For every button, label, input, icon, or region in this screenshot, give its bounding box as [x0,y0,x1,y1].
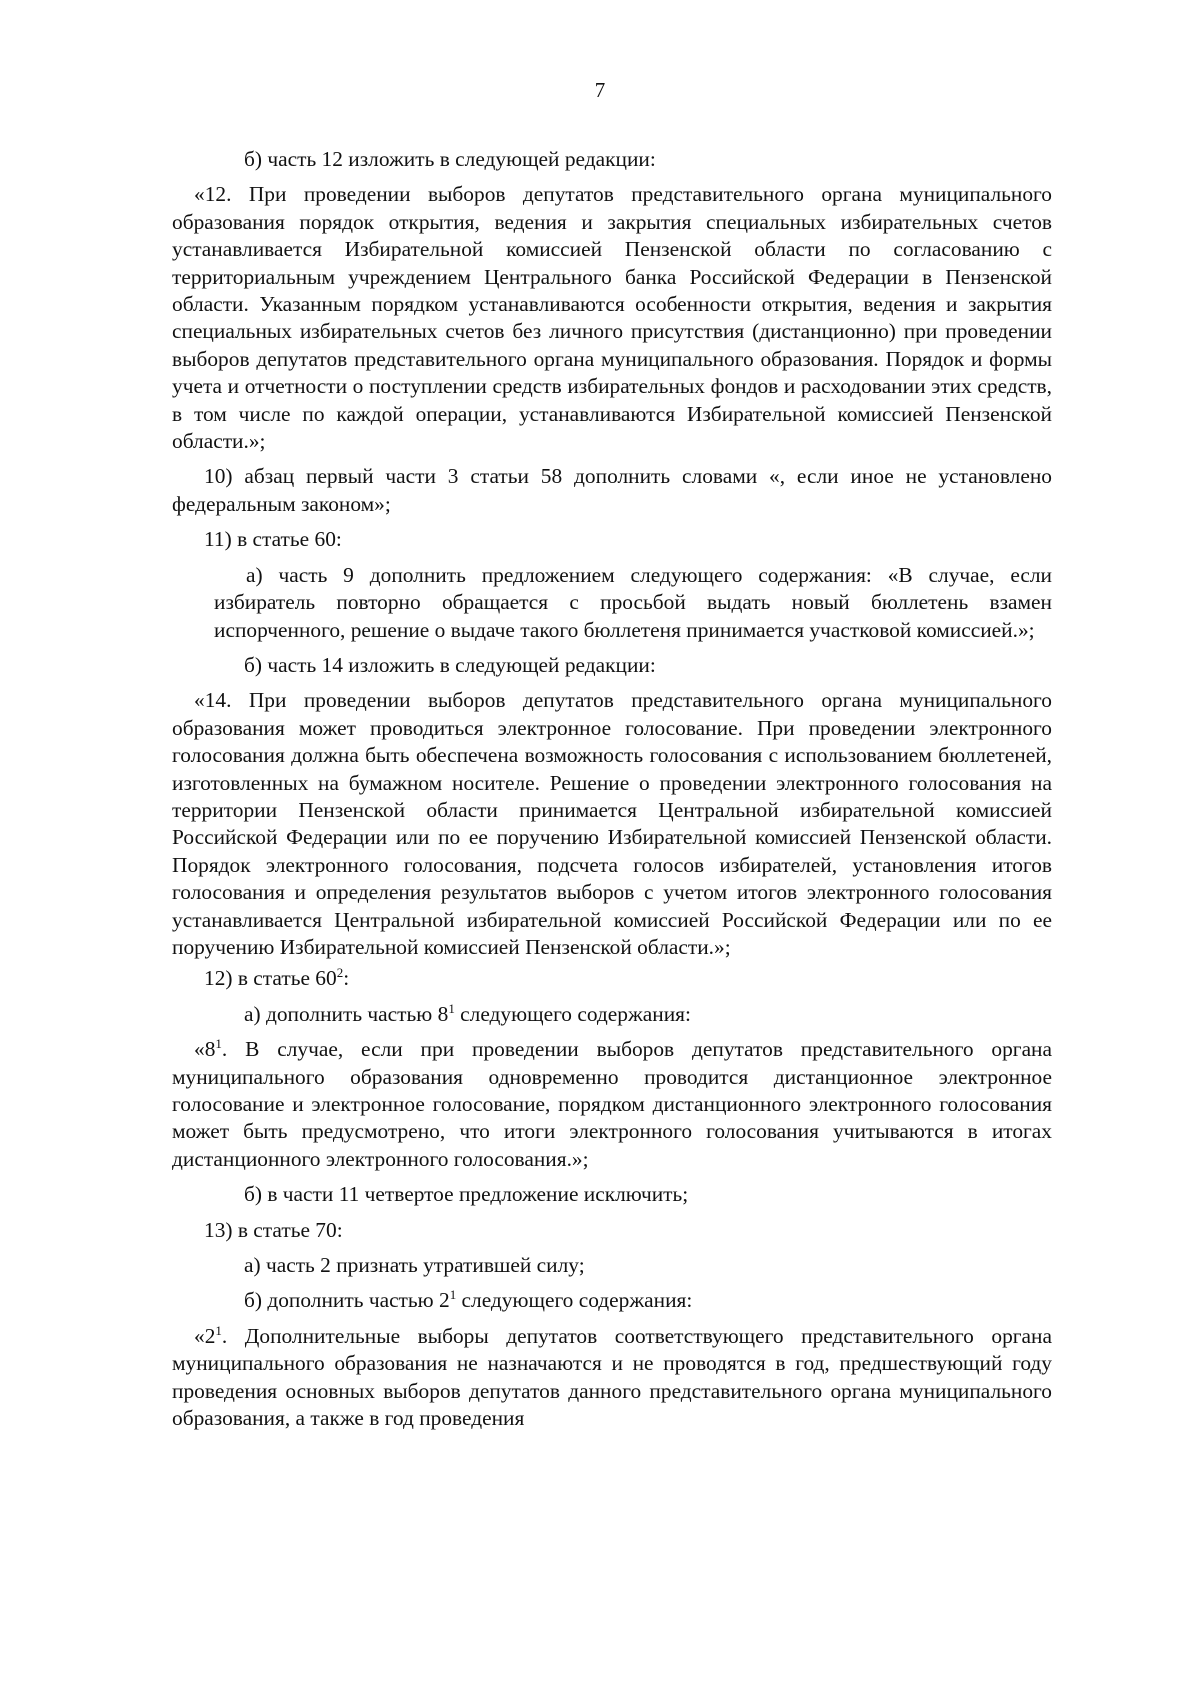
part2-1-body: . Дополнительные выборы депутатов соответствующего представительного органа муниципального образования не назначаются и не проводятся в год, предшествующий году проведения основных выборов депутатов данного представительного органа муниципального образования, а также в год проведения [172,1323,1052,1431]
item13b-suffix: следующего содержания: [456,1288,693,1313]
paragraph-part8-1-text [172,1036,1052,1173]
item12a-text: а) дополнить частью 8 [244,1001,449,1026]
item12-text: 12) в статье 60 [204,966,337,991]
part8-1-superscript: 1 [215,1036,222,1052]
paragraph-item12 [172,965,1052,992]
item13b-superscript: 1 [449,1287,457,1303]
item12-superscript: 2 [336,965,344,981]
paragraph-item13a: а) часть 2 признать утратившей силу; [244,1253,585,1278]
paragraph-item13b [172,1287,1052,1314]
paragraph-part2-1-text [172,1323,1052,1433]
paragraph-item11a: а) часть 9 дополнить предложением следующего содержания: «В случае, если избиратель повторно обращается с просьбой выдать новый бюллетень взамен испорченного, решение о выдаче такого бюллетеня принимается участковой комиссией.»; [214,562,1052,642]
document-body [172,146,1052,1440]
item13b-text: б) дополнить частью 2 [244,1288,450,1313]
item12a-suffix: следующего содержания: [454,1001,691,1026]
part2-1-prefix: «2 [194,1323,216,1348]
paragraph-item12b: б) в части 11 четвертое предложение исключить; [244,1182,689,1207]
paragraph-part14-heading: б) часть 14 изложить в следующей редакции: [244,652,656,677]
paragraph-part12-text: «12. При проведении выборов депутатов представительного органа муниципального образования порядок открытия, ведения и закрытия специальных избирательных счетов устанавливается Избирательной комиссией Пензенской области по согласованию с территориальным учреждением Центрального банка Российской Федерации в Пензенской области. Указанным порядком устанавливаются особенности открытия, ведения и закрытия специальных избирательных счетов без личного присутствия (дистанционно) при проведении выборов депутатов представительного органа муниципального образования. Порядок и формы учета и отчетности о поступлении средств избирательных фондов и расходовании этих средств, в том числе по каждой операции, устанавливаются Избирательной комиссией Пензенской области.»; [172,182,1052,454]
page-number: 7 [594,78,606,102]
part8-1-body: . В случае, если при проведении выборов депутатов представительного органа муниципального образования одновременно проводится дистанционное электронное голосование и электронное голосование, порядком дистанционного электронного голосования может быть предусмотрено, что итоги электронного голосования учитываются в итогах дистанционного электронного голосования.»; [172,1037,1052,1171]
item12a-superscript: 1 [448,1000,455,1016]
paragraph-item12a [172,1001,1052,1028]
paragraph-item10: 10) абзац первый части 3 статьи 58 дополнить словами «, если иное не установлено федеральным законом»; [172,464,1052,516]
part2-1-superscript: 1 [215,1322,222,1338]
paragraph-item13: 13) в статье 70: [204,1217,343,1242]
part8-1-prefix: «8 [194,1037,216,1062]
item12-suffix: : [343,966,350,991]
paragraph-part14-text: «14. При проведении выборов депутатов представительного органа муниципального образования может проводиться электронное голосование. При проведении электронного голосования должна быть обеспечена возможность голосования с использованием бюллетеней, изготовленных на бумажном носителе. Решение о проведении электронного голосования на территории Пензенской области принимается Центральной избирательной комиссией Российской Федерации или по ее поручению Избирательной комиссией Пензенской области. Порядок электронного голосования, подсчета голосов избирателей, установления итогов голосования и определения результатов выборов с учетом итогов электронного голосования устанавливается Центральной избирательной комиссией Российской Федерации или по ее поручению Избирательной комиссией Пензенской области.»; [172,688,1052,959]
paragraph-part12-heading: б) часть 12 изложить в следующей редакции: [244,147,656,171]
paragraph-item11: 11) в статье 60: [204,527,342,552]
